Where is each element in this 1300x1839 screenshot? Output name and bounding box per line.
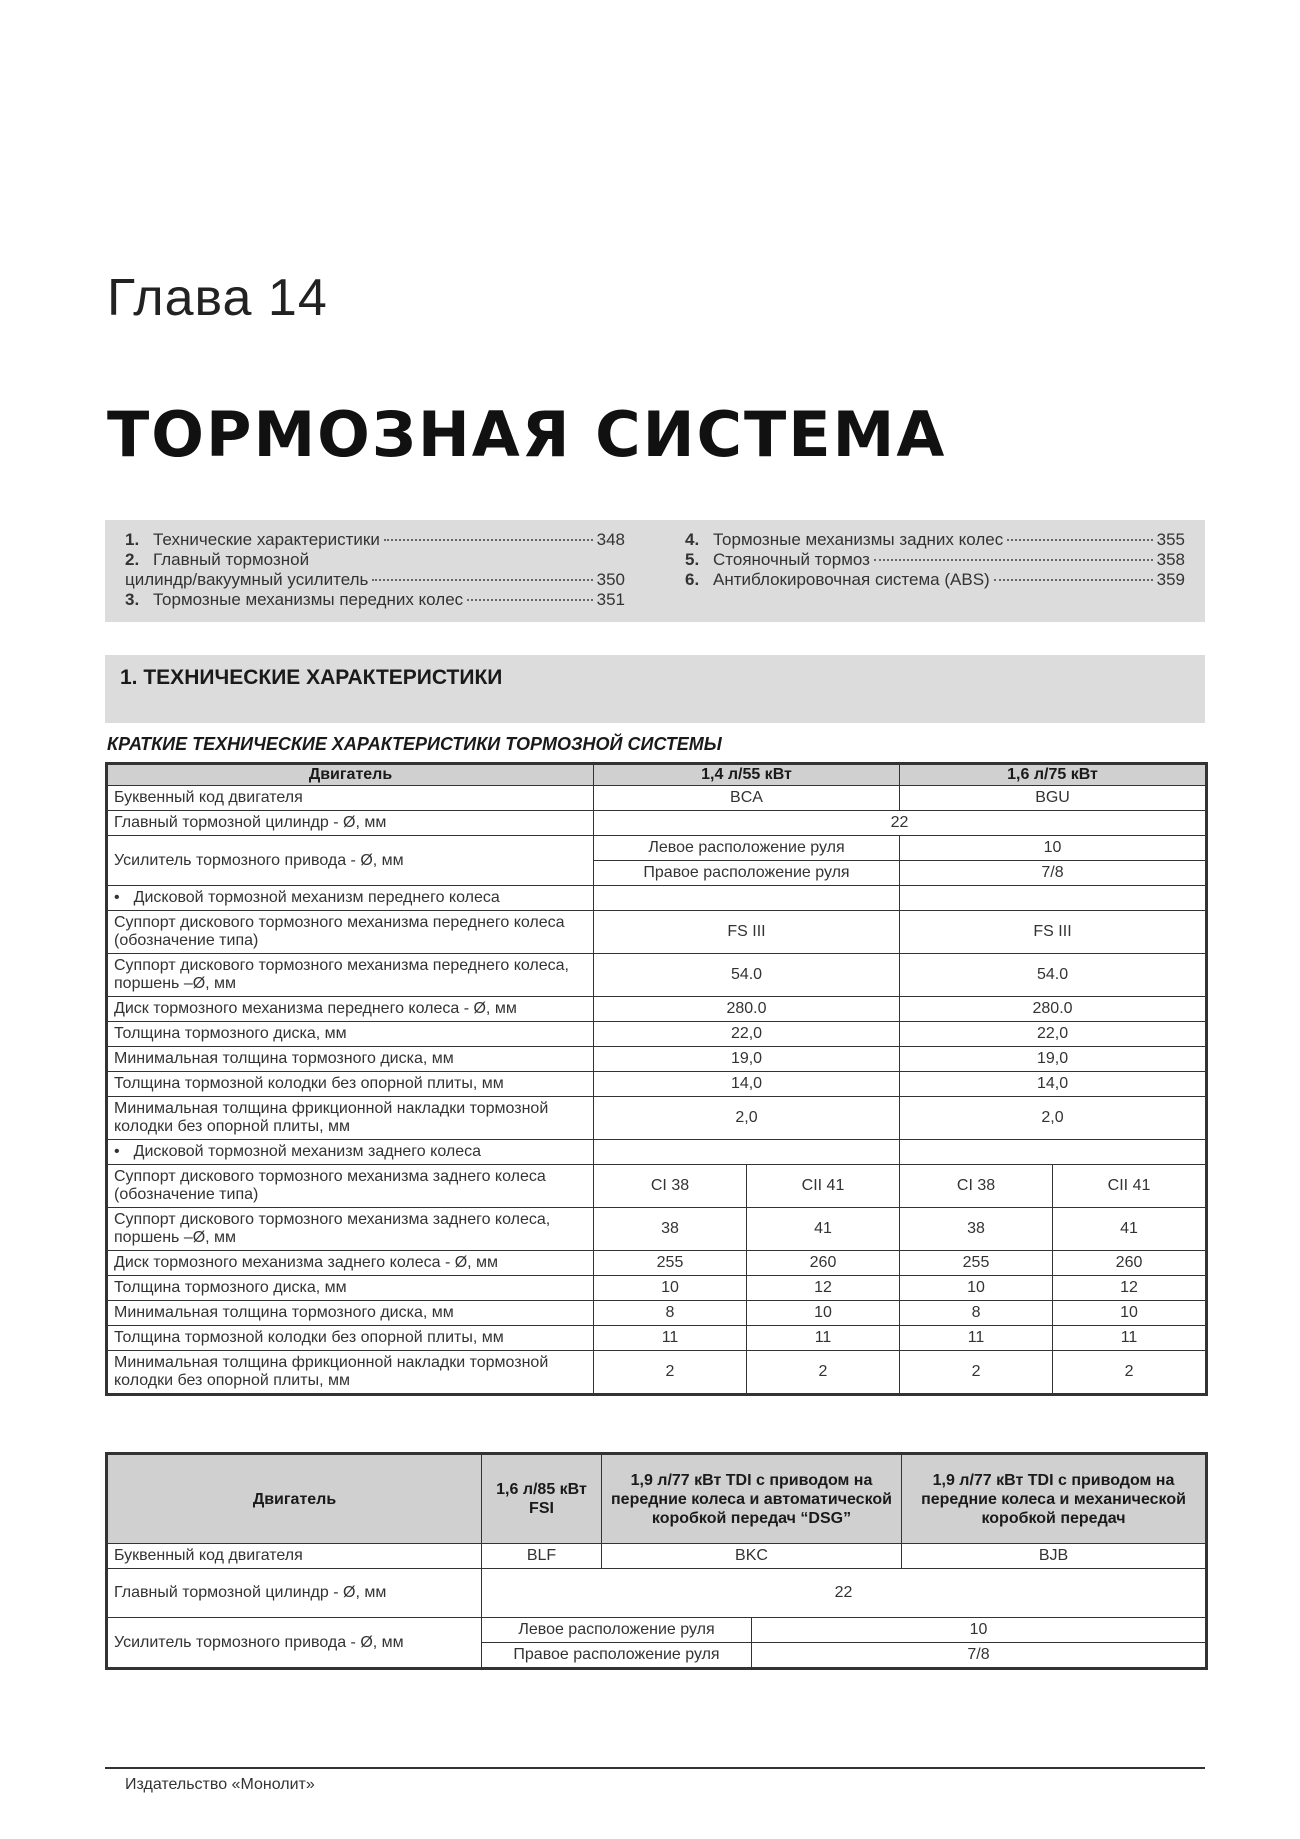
chapter-number: Глава 14 bbox=[107, 269, 328, 327]
table-row bbox=[107, 1047, 1207, 1072]
cell-value: 280.0 bbox=[900, 997, 1207, 1022]
cell-value: 38 bbox=[594, 1208, 747, 1251]
cell-value: 2,0 bbox=[900, 1097, 1207, 1140]
toc-item-number: 5. bbox=[685, 550, 700, 569]
header-engine: Двигатель bbox=[107, 1454, 482, 1544]
cell-value: BKC bbox=[602, 1544, 902, 1569]
toc-item-number: 2. bbox=[125, 550, 140, 569]
toc-item-number: 6. bbox=[685, 570, 700, 589]
row-label: Усилитель тормозного привода - Ø, мм bbox=[107, 1618, 482, 1669]
cell-value: 8 bbox=[594, 1301, 747, 1326]
row-label: Минимальная толщина фрикционной накладки тормозной колодки без опорной плиты, мм bbox=[107, 1097, 594, 1140]
table-row bbox=[107, 786, 1207, 811]
toc-item-label: Антиблокировочная система (ABS) bbox=[713, 570, 990, 589]
toc-leader-dots bbox=[994, 579, 1153, 581]
cell-value: BCA bbox=[594, 786, 900, 811]
section-label-front: • Дисковой тормозной механизм переднего колеса bbox=[107, 886, 594, 911]
cell-value: 22,0 bbox=[900, 1022, 1207, 1047]
cell-value: 2 bbox=[747, 1351, 900, 1395]
table-row bbox=[107, 811, 1207, 836]
cell-sublabel: Правое расположение руля bbox=[594, 861, 900, 886]
row-label: Главный тормозной цилиндр - Ø, мм bbox=[107, 1569, 482, 1618]
brake-spec-table-1 bbox=[105, 762, 1208, 1396]
cell-value: 10 bbox=[900, 836, 1207, 861]
header-engine-3: 1,6 л/85 кВт FSI bbox=[482, 1454, 602, 1544]
cell-value: 41 bbox=[747, 1208, 900, 1251]
brake-spec-table-2 bbox=[105, 1452, 1208, 1670]
cell-value: 255 bbox=[900, 1251, 1053, 1276]
toc-leader-dots bbox=[467, 599, 592, 601]
toc-leader-dots bbox=[372, 579, 592, 581]
table-row bbox=[107, 1544, 1207, 1569]
cell-value: FS III bbox=[900, 911, 1207, 954]
toc-item[interactable] bbox=[125, 550, 625, 570]
cell-value: 22,0 bbox=[594, 1022, 900, 1047]
table-caption: КРАТКИЕ ТЕХНИЧЕСКИЕ ХАРАКТЕРИСТИКИ ТОРМОЗНОЙ СИСТЕМЫ bbox=[107, 734, 722, 754]
row-label: Минимальная толщина тормозного диска, мм bbox=[107, 1047, 594, 1072]
cell-value: BJB bbox=[902, 1544, 1207, 1569]
cell-value: 7/8 bbox=[752, 1643, 1207, 1669]
table-row bbox=[107, 1097, 1207, 1140]
table-row bbox=[107, 1072, 1207, 1097]
cell-value: 19,0 bbox=[900, 1047, 1207, 1072]
toc-item-label: Стояночный тормоз bbox=[713, 550, 870, 569]
table-section-row bbox=[107, 886, 1207, 911]
cell-value: BLF bbox=[482, 1544, 602, 1569]
toc-item-page: 348 bbox=[596, 530, 625, 549]
header-engine-4: 1,9 л/77 кВт TDI с приводом на передние колеса и автоматической коробкой передач “DSG” bbox=[602, 1454, 902, 1544]
table-header-row bbox=[107, 764, 1207, 786]
cell-value: 260 bbox=[1053, 1251, 1207, 1276]
header-engine: Двигатель bbox=[107, 764, 594, 786]
cell-sublabel: Правое расположение руля bbox=[482, 1643, 752, 1669]
table-row bbox=[107, 1326, 1207, 1351]
cell-value: 54.0 bbox=[900, 954, 1207, 997]
publisher-footer: Издательство «Монолит» bbox=[125, 1776, 315, 1793]
cell-value: BGU bbox=[900, 786, 1207, 811]
row-label: Диск тормозного механизма переднего колеса - Ø, мм bbox=[107, 997, 594, 1022]
cell-value: 14,0 bbox=[594, 1072, 900, 1097]
row-label: Суппорт дискового тормозного механизма заднего колеса, поршень –Ø, мм bbox=[107, 1208, 594, 1251]
cell-value: CI 38 bbox=[594, 1165, 747, 1208]
toc-item-page: 355 bbox=[1156, 530, 1185, 549]
cell-value: FS III bbox=[594, 911, 900, 954]
toc-item-page: 358 bbox=[1156, 550, 1185, 569]
toc-leader-dots bbox=[874, 559, 1153, 561]
cell-value: 10 bbox=[1053, 1301, 1207, 1326]
section-title: ТОРМОЗНАЯ СИСТЕМА bbox=[107, 398, 947, 471]
toc-leader-dots bbox=[1007, 539, 1152, 541]
toc-leader-dots bbox=[384, 539, 593, 541]
table-row bbox=[107, 1569, 1207, 1618]
table-row bbox=[107, 997, 1207, 1022]
cell-value: CII 41 bbox=[747, 1165, 900, 1208]
cell-value: 8 bbox=[900, 1301, 1053, 1326]
toc-item-label: Тормозные механизмы задних колес bbox=[713, 530, 1004, 549]
cell-value: 12 bbox=[747, 1276, 900, 1301]
table-row bbox=[107, 1276, 1207, 1301]
header-engine-5: 1,9 л/77 кВт TDI с приводом на передние колеса и механической коробкой передач bbox=[902, 1454, 1207, 1544]
cell-sublabel: Левое расположение руля bbox=[482, 1618, 752, 1643]
cell-value: 54.0 bbox=[594, 954, 900, 997]
toc-item[interactable] bbox=[125, 590, 625, 610]
cell-value: 22 bbox=[594, 811, 1207, 836]
cell-value: 22 bbox=[482, 1569, 1207, 1618]
cell-value: CI 38 bbox=[900, 1165, 1053, 1208]
table-row bbox=[107, 1165, 1207, 1208]
cell-value: 260 bbox=[747, 1251, 900, 1276]
cell-value: 2,0 bbox=[594, 1097, 900, 1140]
empty-cell bbox=[594, 1140, 900, 1165]
cell-value: 10 bbox=[900, 1276, 1053, 1301]
empty-cell bbox=[900, 886, 1207, 911]
cell-value: 10 bbox=[594, 1276, 747, 1301]
cell-value: 14,0 bbox=[900, 1072, 1207, 1097]
toc-item-continuation[interactable] bbox=[125, 570, 625, 590]
row-label: Усилитель тормозного привода - Ø, мм bbox=[107, 836, 594, 886]
toc-item-number: 1. bbox=[125, 530, 140, 549]
table-row bbox=[107, 836, 1207, 861]
table-row bbox=[107, 911, 1207, 954]
table-of-contents bbox=[105, 520, 1205, 622]
table-row bbox=[107, 1208, 1207, 1251]
row-label: Минимальная толщина фрикционной накладки тормозной колодки без опорной плиты, мм bbox=[107, 1351, 594, 1395]
section-heading-band bbox=[105, 655, 1205, 723]
row-label: Толщина тормозной колодки без опорной плиты, мм bbox=[107, 1072, 594, 1097]
cell-value: 280.0 bbox=[594, 997, 900, 1022]
cell-value: 11 bbox=[747, 1326, 900, 1351]
table-row bbox=[107, 1251, 1207, 1276]
row-label: Минимальная толщина тормозного диска, мм bbox=[107, 1301, 594, 1326]
row-label: Суппорт дискового тормозного механизма переднего колеса (обозначение типа) bbox=[107, 911, 594, 954]
footer-divider bbox=[105, 1767, 1205, 1769]
row-label: Суппорт дискового тормозного механизма заднего колеса (обозначение типа) bbox=[107, 1165, 594, 1208]
empty-cell bbox=[594, 886, 900, 911]
row-label: Диск тормозного механизма заднего колеса - Ø, мм bbox=[107, 1251, 594, 1276]
toc-item-number: 3. bbox=[125, 590, 140, 609]
header-engine-2: 1,6 л/75 кВт bbox=[900, 764, 1207, 786]
cell-value: 19,0 bbox=[594, 1047, 900, 1072]
toc-right-column bbox=[655, 530, 1185, 612]
row-label: Главный тормозной цилиндр - Ø, мм bbox=[107, 811, 594, 836]
row-label: Толщина тормозного диска, мм bbox=[107, 1022, 594, 1047]
toc-item[interactable] bbox=[685, 570, 1185, 590]
toc-item-page: 351 bbox=[596, 590, 625, 609]
cell-value: 10 bbox=[747, 1301, 900, 1326]
cell-value: 11 bbox=[900, 1326, 1053, 1351]
row-label: Суппорт дискового тормозного механизма переднего колеса, поршень –Ø, мм bbox=[107, 954, 594, 997]
toc-item[interactable] bbox=[125, 530, 625, 550]
cell-value: 255 bbox=[594, 1251, 747, 1276]
toc-item[interactable] bbox=[685, 530, 1185, 550]
table-row bbox=[107, 1301, 1207, 1326]
table-header-row bbox=[107, 1454, 1207, 1544]
table-row bbox=[107, 1618, 1207, 1643]
row-label: Буквенный код двигателя bbox=[107, 1544, 482, 1569]
cell-value: 2 bbox=[594, 1351, 747, 1395]
row-label: Толщина тормозной колодки без опорной плиты, мм bbox=[107, 1326, 594, 1351]
section-heading: 1. ТЕХНИЧЕСКИЕ ХАРАКТЕРИСТИКИ bbox=[120, 666, 503, 689]
table-row bbox=[107, 1022, 1207, 1047]
cell-value: 11 bbox=[594, 1326, 747, 1351]
cell-sublabel: Левое расположение руля bbox=[594, 836, 900, 861]
toc-item-label: Технические характеристики bbox=[153, 530, 380, 549]
row-label: Толщина тормозного диска, мм bbox=[107, 1276, 594, 1301]
cell-value: 7/8 bbox=[900, 861, 1207, 886]
cell-value: 2 bbox=[900, 1351, 1053, 1395]
cell-value: 38 bbox=[900, 1208, 1053, 1251]
cell-value: 41 bbox=[1053, 1208, 1207, 1251]
toc-item-label: Тормозные механизмы передних колес bbox=[153, 590, 464, 609]
table-section-row bbox=[107, 1140, 1207, 1165]
toc-item-number: 4. bbox=[685, 530, 700, 549]
toc-item-label: цилиндр/вакуумный усилитель bbox=[125, 570, 369, 589]
toc-item[interactable] bbox=[685, 550, 1185, 570]
toc-item-page: 359 bbox=[1156, 570, 1185, 589]
table-row bbox=[107, 1351, 1207, 1395]
cell-value: 10 bbox=[752, 1618, 1207, 1643]
toc-item-label: Главный тормозной bbox=[153, 550, 310, 569]
section-label-rear: • Дисковой тормозной механизм заднего колеса bbox=[107, 1140, 594, 1165]
table-row bbox=[107, 954, 1207, 997]
toc-left-column bbox=[125, 530, 655, 612]
cell-value: 12 bbox=[1053, 1276, 1207, 1301]
empty-cell bbox=[900, 1140, 1207, 1165]
toc-item-page: 350 bbox=[596, 570, 625, 589]
cell-value: 2 bbox=[1053, 1351, 1207, 1395]
header-engine-1: 1,4 л/55 кВт bbox=[594, 764, 900, 786]
cell-value: 11 bbox=[1053, 1326, 1207, 1351]
row-label: Буквенный код двигателя bbox=[107, 786, 594, 811]
cell-value: CII 41 bbox=[1053, 1165, 1207, 1208]
